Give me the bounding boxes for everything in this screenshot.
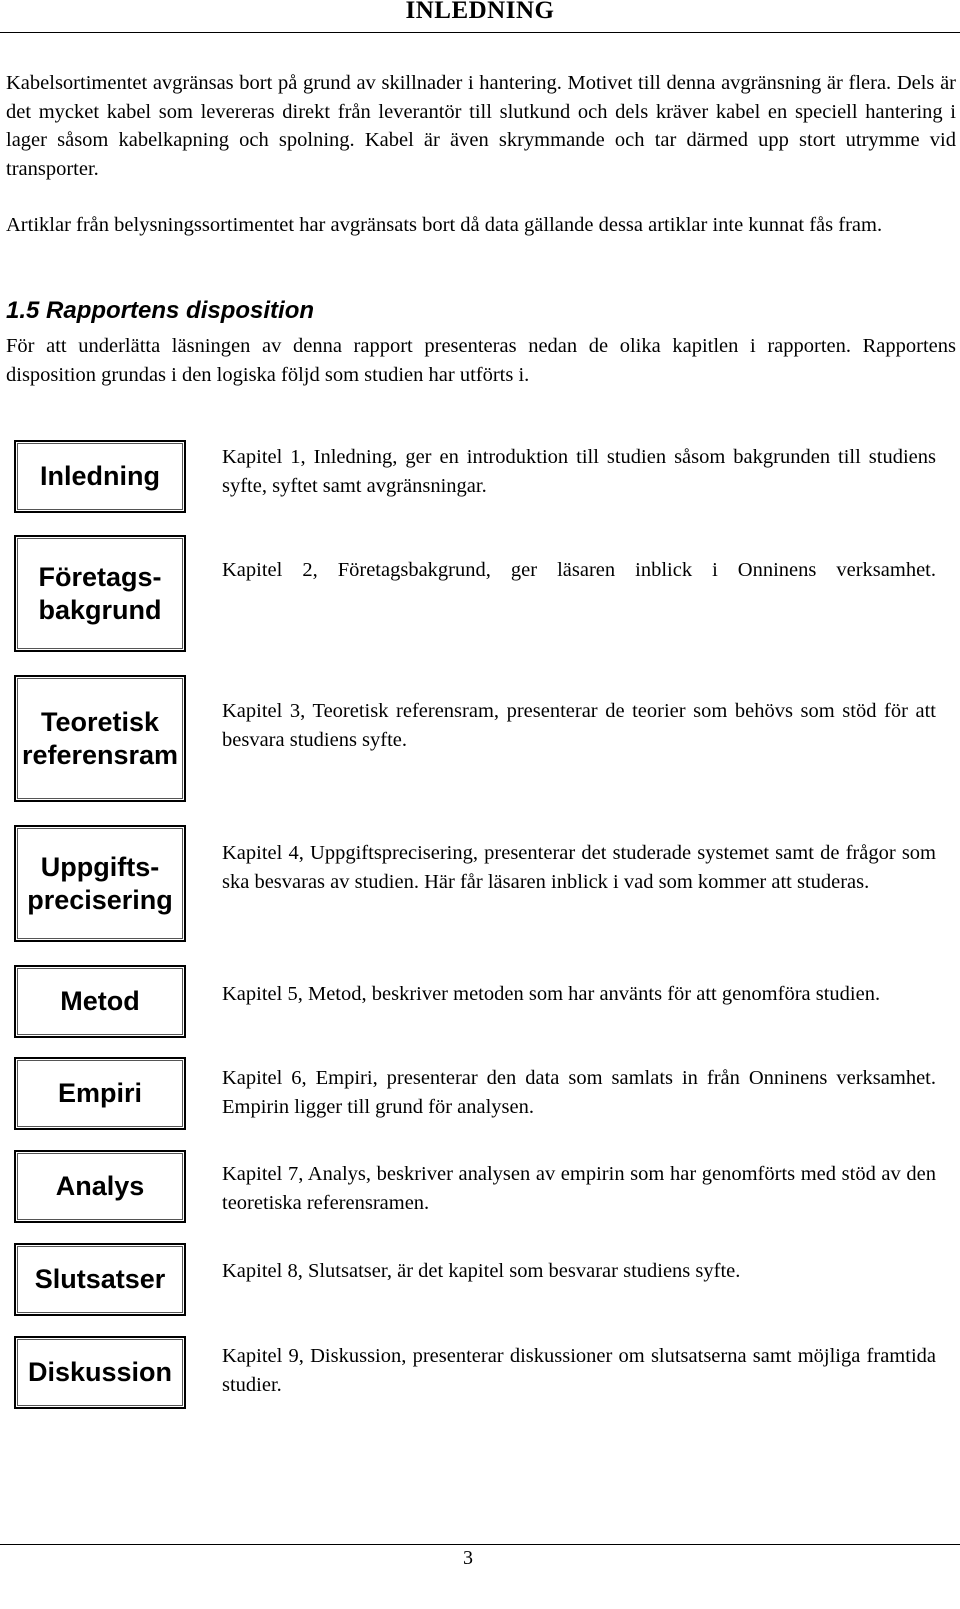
section-heading: 1.5 Rapportens disposition — [6, 297, 315, 324]
chapter-desc-4: Kapitel 4, Uppgiftsprecisering, presenterar det studerade systemet samt de frågor som ska besvaras av studien. Här får läsaren inblick i vad som kommer att studeras. — [222, 842, 936, 893]
paragraph-lighting-scope: Artiklar från belysningssortimentet har avgränsats bort då data gällande dessa artiklar inte kunnat fås fram. — [6, 214, 883, 236]
chapter-box-uppgiftsprecisering: Uppgifts- precisering — [14, 825, 186, 942]
chapter-box-teoretisk-referensram: Teoretisk referensram — [14, 675, 186, 802]
paragraph-cable-scope: Kabelsortimentet avgränsas bort på grund av skillnader i hantering. Motivet till denna avgränsning är flera. Dels är det mycket kabel som levereras direkt från leverantör till slutkund och dels kräver kabel en speciell hantering i lager såsom kabelkapning och spolning. Kabel är även skrymmande och tar därmed upp stort utrymme vid transporter. — [6, 72, 956, 180]
page-header-title: INLEDNING — [405, 0, 555, 24]
chapter-desc-7: Kapitel 7, Analys, beskriver analysen av empirin som har genomförts med stöd av den teoretiska referensramen. — [222, 1163, 936, 1214]
chapter-desc-1: Kapitel 1, Inledning, ger en introduktion till studien såsom bakgrunden till studiens syfte, syftet samt avgränsningar. — [222, 446, 936, 497]
chapter-desc-8: Kapitel 8, Slutsatser, är det kapitel som besvarar studiens syfte. — [222, 1260, 741, 1282]
chapter-box-diskussion: Diskussion — [14, 1336, 186, 1409]
chapter-desc-9: Kapitel 9, Diskussion, presenterar diskussioner om slutsatserna samt möjliga framtida studier. — [222, 1345, 936, 1396]
chapter-box-foretagsbakgrund: Företags- bakgrund — [14, 535, 186, 652]
header-rule — [0, 32, 960, 33]
chapter-box-metod: Metod — [14, 965, 186, 1038]
section-intro: För att underlätta läsningen av denna rapport presenteras nedan de olika kapitlen i rapporten. Rapportens disposition grundas i den logiska följd som studien har utförts i. — [6, 335, 956, 386]
chapter-box-analys: Analys — [14, 1150, 186, 1223]
chapter-desc-5: Kapitel 5, Metod, beskriver metoden som har använts för att genomföra studien. — [222, 983, 881, 1005]
chapter-desc-3: Kapitel 3, Teoretisk referensram, presenterar de teorier som behövs som stöd för att besvara studiens syfte. — [222, 700, 936, 751]
footer-rule — [0, 1544, 960, 1545]
page-number: 3 — [463, 1547, 473, 1569]
chapter-desc-2: Kapitel 2, Företagsbakgrund, ger läsaren inblick i Onninens verksamhet. — [222, 559, 936, 581]
chapter-box-slutsatser: Slutsatser — [14, 1243, 186, 1316]
chapter-box-inledning: Inledning — [14, 440, 186, 513]
chapter-box-empiri: Empiri — [14, 1057, 186, 1130]
chapter-desc-6: Kapitel 6, Empiri, presenterar den data som samlats in från Onninens verksamhet. Empirin ligger till grund för analysen. — [222, 1067, 936, 1118]
